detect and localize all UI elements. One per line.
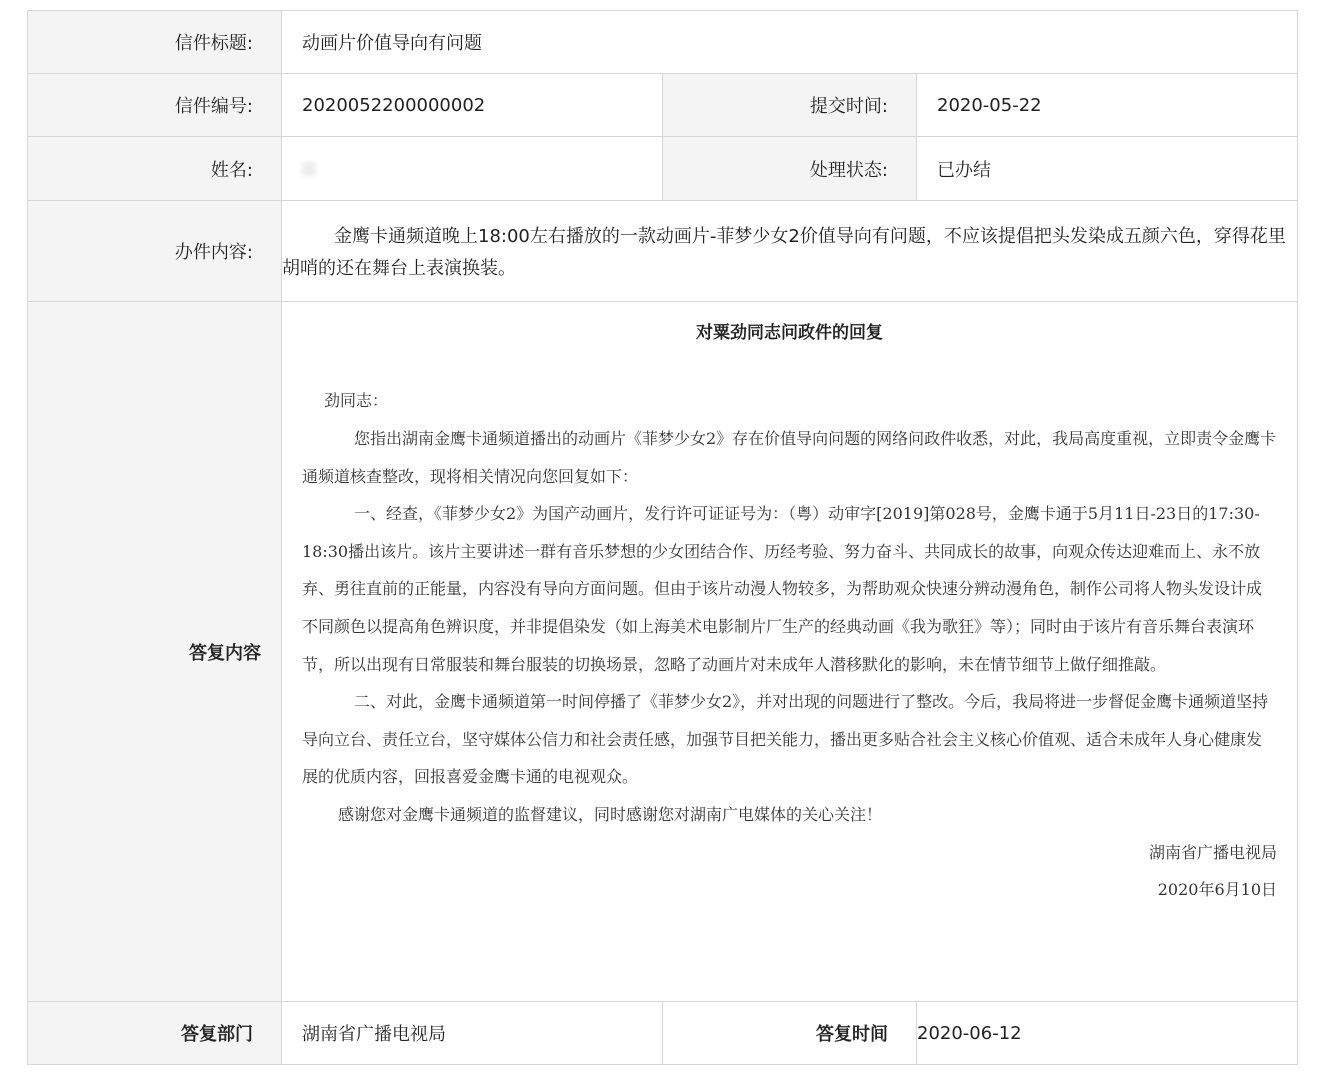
content-cell	[282, 201, 1298, 302]
submit-time-label: 提交时间:	[663, 74, 917, 137]
content-label: 办件内容:	[28, 201, 282, 302]
status-value: 已办结	[917, 137, 1298, 201]
row-reply	[28, 302, 1298, 1002]
dept-label: 答复部门	[28, 1002, 282, 1065]
reply-title: 对粟劲同志问政件的回复	[696, 323, 883, 343]
number-value: 2020052200000002	[282, 74, 663, 137]
dept-value: 湖南省广播电视局	[282, 1002, 663, 1065]
reply-time-value: 2020-06-12	[917, 1002, 1298, 1065]
row-number	[28, 74, 1298, 137]
name-value	[282, 137, 663, 201]
reply-label: 答复内容	[28, 302, 282, 1002]
submit-time-value: 2020-05-22	[917, 74, 1298, 137]
reply-paragraph-1: 您指出湖南金鹰卡通频道播出的动画片《菲梦少女2》存在价值导向问题的网络问政件收悉，对此，我局高度重视，立即责令金鹰卡通频道核查整改，现将相关情况向您回复如下：	[302, 429, 1277, 486]
row-content	[28, 201, 1298, 302]
reply-time-label: 答复时间	[663, 1002, 917, 1065]
reply-paragraph-2: 一、经查，《菲梦少女2》为国产动画片，发行许可证证号为：（粤）动审字[2019]第028号，金鹰卡通于5月11日-23日的17:30-18:30播出该片。该片主要讲述一群有音乐梦想的少女团结合作、历经考验、努力奋斗、共同成长的故事，向观众传达迎难而上、永不放弃、勇往直前的正能量，内容没有导向方面问题。但由于该片动漫人物较多，为帮助观众快速分辨动漫角色，制作公司将人物头发设计成不同颜色以提高角色辨识度，并非提倡染发（如上海美术电影制片厂生产的经典动画《我为歌狂》等）；同时由于该片有音乐舞台表演环节，所以出现有日常服装和舞台服装的切换场景，忽略了动画片对未成年人潜移默化的影响，未在情节细节上做仔细推敲。	[302, 504, 1263, 674]
row-name	[28, 137, 1298, 201]
reply-salutation: 劲同志：	[324, 391, 389, 410]
status-label: 处理状态:	[663, 137, 917, 201]
redacted-name	[302, 162, 316, 176]
reply-paragraph-4: 感谢您对金鹰卡通频道的监督建议，同时感谢您对湖南广电媒体的关心关注！	[338, 804, 883, 824]
name-label: 姓名:	[28, 137, 282, 201]
letter-table	[27, 10, 1298, 1065]
reply-content	[282, 302, 1298, 1002]
reply-paragraph-3: 二、对此，金鹰卡通频道第一时间停播了《菲梦少女2》，并对出现的问题进行了整改。今后，我局将进一步督促金鹰卡通频道坚持导向立台、责任立台，坚守媒体公信力和社会责任感，加强节目把关能力，播出更多贴合社会主义核心价值观、适合未成年人身心健康发展的优质内容，回报喜爱金鹰卡通的电视观众。	[302, 692, 1269, 787]
reply-date: 2020年6月10日	[1157, 879, 1277, 899]
title-value: 动画片价值导向有问题	[282, 11, 1298, 74]
row-title	[28, 11, 1298, 74]
number-label: 信件编号:	[28, 74, 282, 137]
title-label: 信件标题:	[28, 11, 282, 74]
content-value: 金鹰卡通频道晚上18:00左右播放的一款动画片-菲梦少女2价值导向有问题，不应该提倡把头发染成五颜六色，穿得花里胡哨的还在舞台上表演换装。	[282, 226, 1286, 279]
row-department	[28, 1002, 1298, 1065]
reply-signature: 湖南省广播电视局	[1148, 842, 1277, 862]
